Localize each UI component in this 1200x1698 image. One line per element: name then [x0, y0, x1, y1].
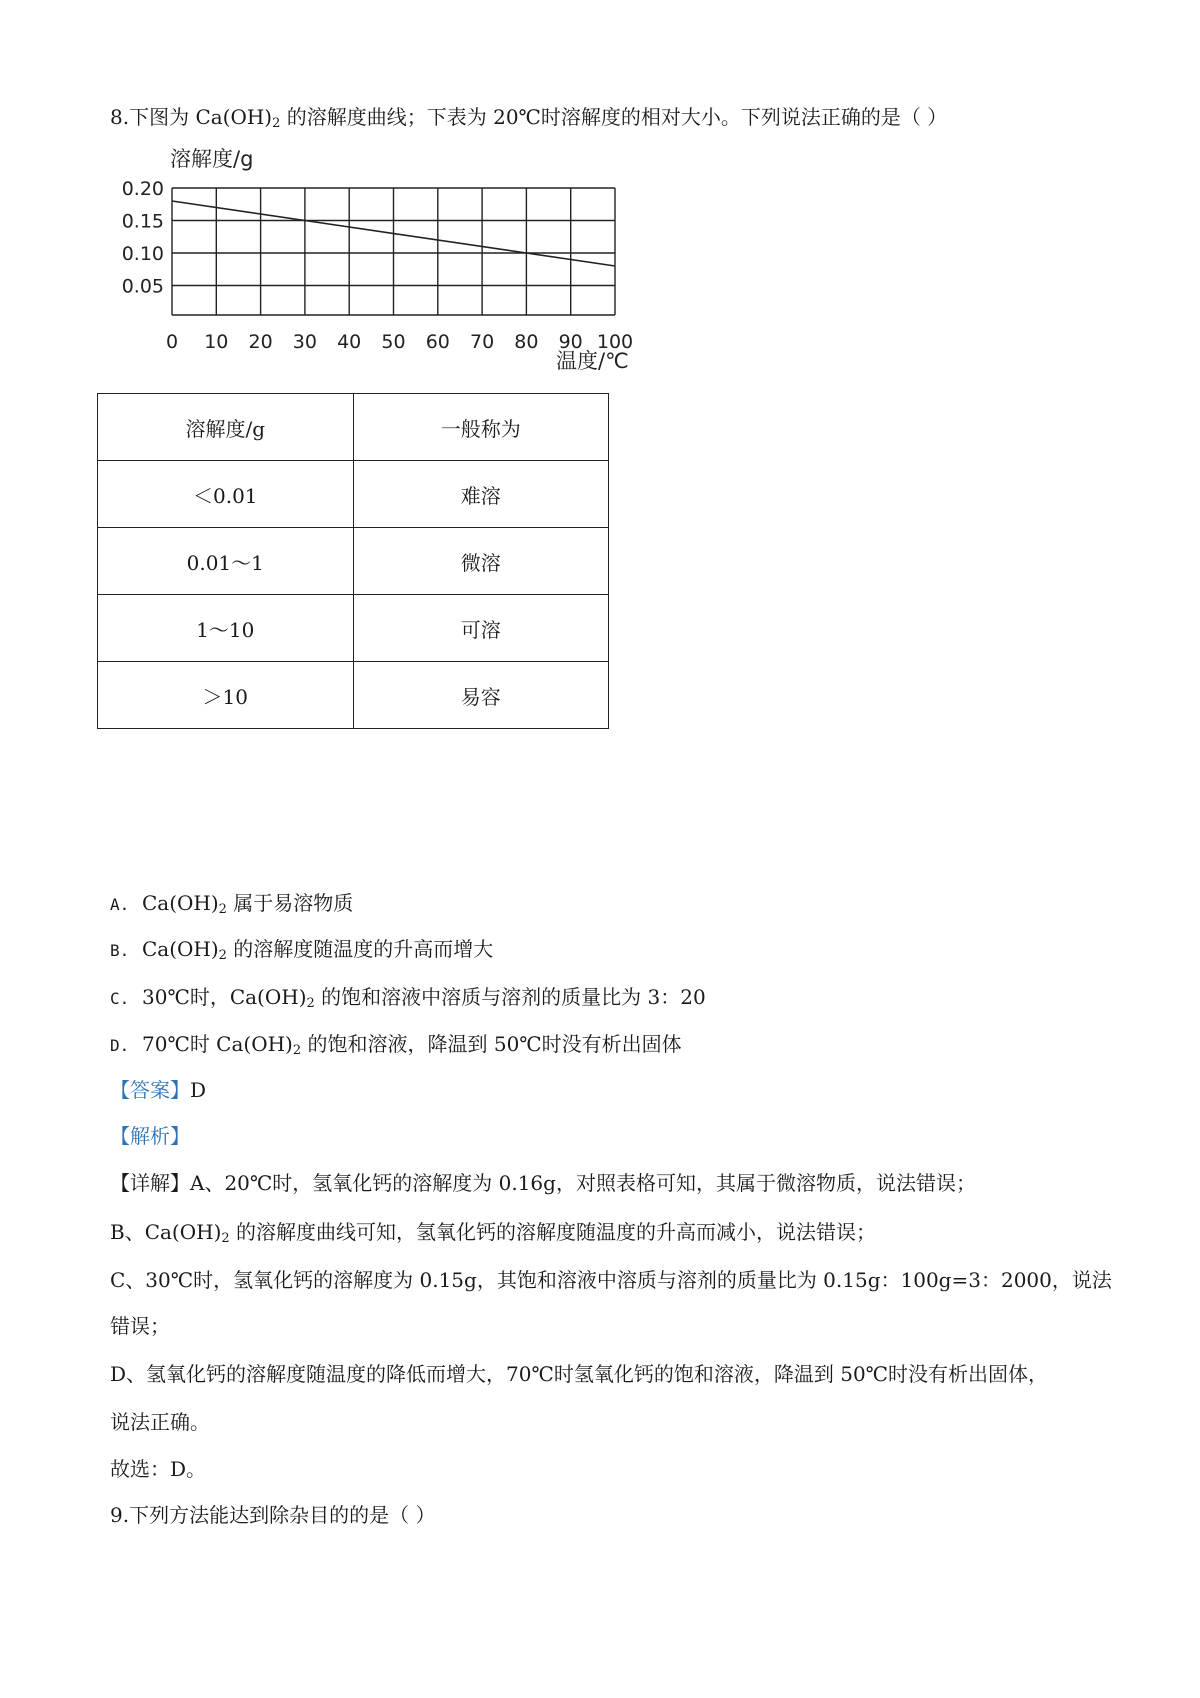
option-b: B. $Ca(OH)_2$ 的溶解度随温度的升高而增大 — [110, 937, 494, 963]
table-cell: ＜0.01 — [98, 461, 354, 528]
option-a: A. $Ca(OH)_2$ 属于易溶物质 — [110, 891, 354, 917]
table-cell: ＞10 — [98, 662, 354, 729]
y-tick-label: 0.15 — [121, 210, 164, 233]
option-c: C. 30℃时，$Ca(OH)_2$ 的饱和溶液中溶质与溶剂的质量比为 3：20 — [110, 985, 706, 1011]
analysis-tag: 【解析】 — [110, 1124, 190, 1148]
detail-line-c2: 错误； — [110, 1314, 170, 1338]
x-tick-label: 90 — [558, 331, 583, 353]
table-cell: 难溶 — [353, 461, 609, 528]
x-tick-label: 100 — [596, 331, 634, 353]
y-tick-label: 0.20 — [121, 178, 164, 200]
x-tick-label: 50 — [381, 331, 406, 353]
table-row — [98, 595, 609, 662]
x-tick-label: 30 — [292, 331, 317, 353]
x-tick-label: 0 — [165, 331, 179, 353]
y-tick-label: 0.10 — [121, 243, 164, 265]
detail-line-d1: D、氢氧化钙的溶解度随温度的降低而增大，70℃时氢氧化钙的饱和溶液，降温到 50℃时没有析出固体， — [110, 1362, 1049, 1386]
chart-x-axis-label: 温度/℃ — [556, 349, 629, 373]
x-tick-label: 60 — [425, 331, 450, 353]
x-tick-label: 80 — [514, 331, 539, 353]
answer-tag: 【答案】 — [110, 1078, 190, 1102]
table-header-cell: 一般称为 — [353, 394, 609, 461]
question-8-title: 8.下图为 $Ca(OH)_2$ 的溶解度曲线；下表为 20℃时溶解度的相对大小。下列说法正确的是（ ） — [110, 105, 948, 131]
x-tick-label: 70 — [470, 331, 495, 353]
option-d: D. 70℃时 $Ca(OH)_2$ 的饱和溶液，降温到 50℃时没有析出固体 — [110, 1032, 682, 1058]
chart-y-axis-label: 溶解度/g — [170, 147, 254, 171]
answer-value: D — [190, 1078, 207, 1102]
question-9-title: 9.下列方法能达到除杂目的的是（ ） — [110, 1503, 436, 1527]
detail-line-d2: 说法正确。 — [110, 1410, 210, 1434]
detail-line-c1: C、30℃时，氢氧化钙的溶解度为 0.15g，其饱和溶液中溶质与溶剂的质量比为 0.15g：100g=3：2000，说法 — [110, 1268, 1112, 1292]
table-cell: 1～10 — [98, 595, 354, 662]
table-cell: 可溶 — [353, 595, 609, 662]
x-tick-label: 40 — [337, 331, 362, 353]
x-tick-label: 10 — [204, 331, 229, 353]
table-cell: 微溶 — [353, 528, 609, 595]
detail-tag: 【详解】 — [110, 1171, 190, 1195]
answer-line — [110, 1076, 206, 1104]
table-cell: 易容 — [353, 662, 609, 729]
table-header-row — [98, 394, 609, 461]
table-row — [98, 528, 609, 595]
table-row — [98, 662, 609, 729]
table-row — [98, 461, 609, 528]
detail-line-a: 【详解】A、20℃时，氢氧化钙的溶解度为 0.16g，对照表格可知，其属于微溶物质，说法错误； — [110, 1171, 976, 1195]
x-tick-label: 20 — [248, 331, 273, 353]
solubility-chart — [110, 140, 650, 380]
solubility-table — [97, 393, 609, 729]
detail-conclusion: 故选：D。 — [110, 1457, 207, 1481]
table-cell: 0.01～1 — [98, 528, 354, 595]
y-tick-label: 0.05 — [121, 275, 164, 298]
detail-line-b: B、$Ca(OH)_2$ 的溶解度曲线可知，氢氧化钙的溶解度随温度的升高而减小，说法错误； — [110, 1220, 877, 1246]
table-header-cell: 溶解度/g — [98, 394, 354, 461]
